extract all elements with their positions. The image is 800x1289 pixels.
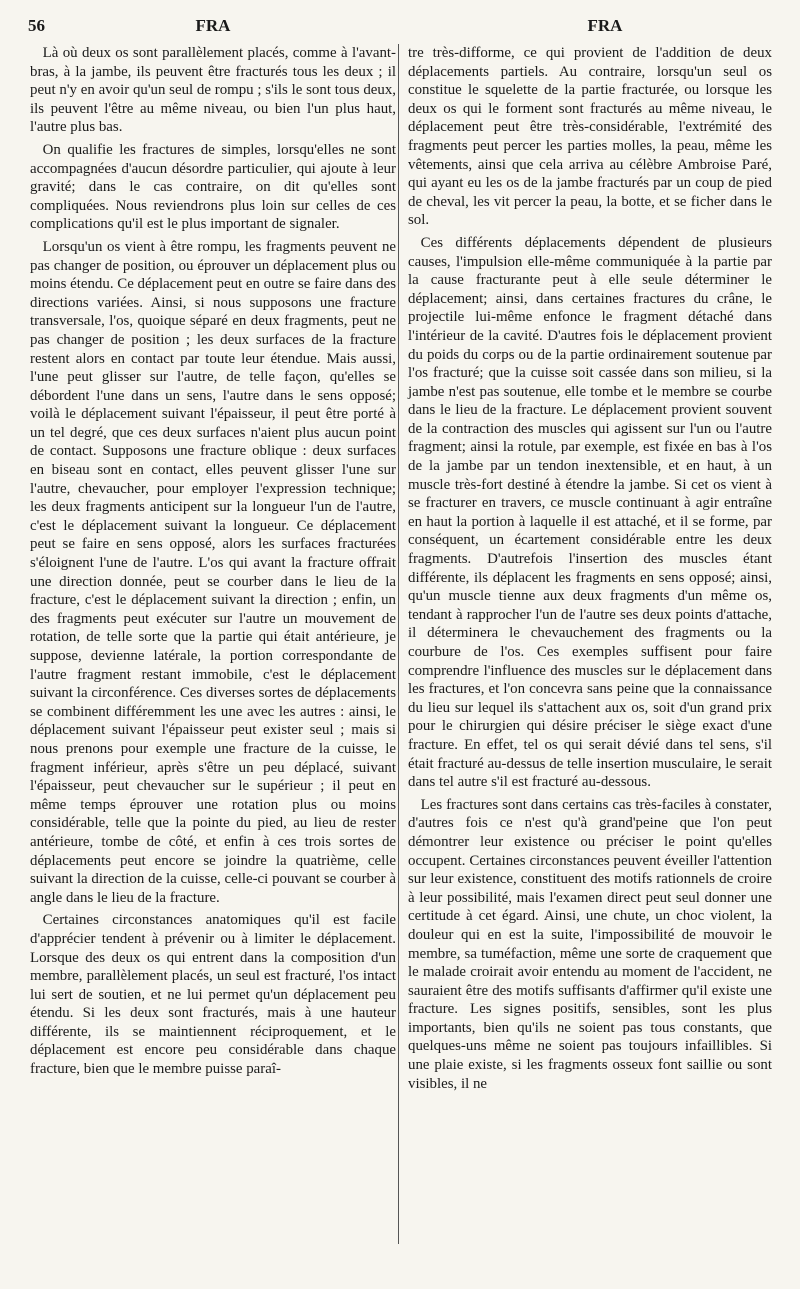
paragraph: Les fractures sont dans certains cas très-faciles à constater, d'autres fois ce n'est qu'à grand'peine que l'on peut démontrer leur existence ou préciser le point qu'elles occupent. Certaines circonstances peuvent éveiller l'attention sur leur existence, constituent des motifs rationnels de croire à leur possibilité, mais l'examen direct peut seul donner une certitude à cet égard. Ainsi, une chute, un choc violent, la douleur qui en est la suite, l'impossibilité de mouvoir le membre, sa tuméfaction, même une sorte de craquement que le malade croirait avoir entendu au moment de l'accident, ne sauraient être des motifs suffisants d'affirmer qu'il existe une fracture. Les signes positifs, sensibles, sont les plus importants, bien qu'ils ne soient pas tous constants, que quelques-uns même ne soient pas toujours infaillibles. Si une plaie existe, si les fragments osseux font saillie ou sont visibles, il ne (408, 796, 772, 1092)
paragraph: Lorsqu'un os vient à être rompu, les fragments peuvent ne pas changer de position, ou éprouver un déplacement plus ou moins étendu. Ce déplacement peut en outre se faire dans des directions variées. Ainsi, si nous supposons une fracture transversale, l'os, quoique séparé en deux fragments, peut ne pas changer de position ; les deux surfaces de la fracture restent alors en contact par toute leur étendue. Mais aussi, l'une peut glisser sur l'autre, de telle façon, qu'elles se débordent l'une dans un sens, l'autre dans le sens opposé; voilà le déplacement suivant l'épaisseur, il peut être porté à un tel degré, que ces deux surfaces n'aient plus aucun point de contact. Supposons une fracture oblique : deux surfaces en biseau sont en contact, elles peuvent glisser l'une sur l'autre, chevaucher, pour employer l'expression technique; les deux fragments anticipent sur la longueur l'un de l'autre, c'est le déplacement suivant la longueur. Ce déplacement peut se faire en sens opposé, alors les surfaces fracturées s'éloignent l'une de l'autre. L'os qui avant la fracture offrait une direction donnée, peut se courber dans le lieu de la fracture, c'est le déplacement suivant la direction ; enfin, un des fragments peut exécuter sur l'autre un mouvement de rotation, de telle sorte que la partie qui était antérieure, je suppose, devienne latérale, la portion correspondante de l'autre fragment restant immobile, c'est le déplacement suivant la circonférence. Ces diverses sortes de déplacements se combinent différemment les une avec les autres : ainsi, le déplacement suivant l'épaisseur peut exister seul ; mais si nous prenons pour exemple une fracture de la cuisse, le fragment inférieur, après s'être un peu déplacé, suivant l'épaisseur, peut chevaucher sur le supérieur ; il peut en même temps éprouver une rotation plus ou moins considérable, telle que la pointe du pied, au lieu de rester antérieure, tombe de côté, et enfin à ces trois sortes de déplacements peut encore se joindre la quatrième, celle suivant la direction de la cuisse, celle-ci pouvant se courber à angle dans le lieu de la fracture. (30, 238, 396, 906)
paragraph: Ces différents déplacements dépendent de plusieurs causes, l'impulsion elle-même communiquée à la partie par la cause fracturante peut à elle seule déterminer le déplacement; ainsi, dans certaines fractures du crâne, le projectile lui-même enfonce le fragment détaché dans l'intérieur de la cavité. D'autres fois le déplacement provient du poids du corps ou de la partie ordinairement soutenue par l'os fracturé; que la cuisse soit cassée dans son milieu, si la jambe n'est pas soutenue, elle tombe et le membre se courbe dans le lieu de la fracture. Le déplacement provient souvent de la contraction des muscles qui agissent sur l'un ou l'autre fragment; ainsi la rotule, par exemple, est fixée en bas à l'os de la jambe par un tendon inextensible, et en haut, à un muscle très-fort destiné à étendre la jambe. Si cet os vient à se fracturer en travers, ce muscle continuant à agir entraîne en haut la portion à laquelle il est attaché, et il se forme, par conséquent, un écartement considérable entre les deux fragments. D'autrefois l'insertion des muscles étant différente, ils déplacent les fragments en sens opposé; ainsi, qu'un muscle tienne aux deux fragments d'un même os, tendant à rapprocher l'un de l'autre ses deux points d'attache, il déterminera le chevauchement des fragments ou la courbure de l'os. Ces exemples suffisent pour faire comprendre l'influence des muscles sur le déplacement dans les fractures, et l'on concevra sans peine que la connaissance du lieu sur lequel ils s'attachent aux os, soit d'un grand prix pour le chirurgien qui désire préciser le siège exact d'une fracture. En effet, tel os qui serait dévié dans tel sens, s'il était fracturé au-dessus de telle insertion musculaire, le serait dans tel autre s'il est fracturé au-dessous. (408, 234, 772, 791)
paragraph: tre très-difforme, ce qui provient de l'addition de deux déplacements partiels. Au contraire, lorsqu'un seul os constitue le squelette de la partie fracturée, ou lorsque les deux os qui le forment sont fracturés au même niveau, le déplacement peut être très-considérable, l'extrémité des fragments peut percer les parties molles, la peau, même les vêtements, ainsi que cela arriva au célèbre Ambroise Paré, qui ayant eu les os de la jambe fracturés par un coup de pied de cheval, les vit percer la peau, la botte, et se ficher dans le sol. (408, 45, 772, 229)
page-number: 56 (28, 16, 45, 35)
running-head-right: FRA (587, 16, 623, 35)
right-column (408, 44, 772, 1097)
column-divider (398, 44, 399, 1244)
paragraph: On qualifie les fractures de simples, lorsqu'elles ne sont accompagnées d'aucun désordre particulier, qui ajoute à leur gravité; dans le cas contraire, on dit qu'elles sont compliquées. Nous reviendrons plus loin sur celles de ces complications qu'il est le plus important de signaler. (30, 141, 396, 233)
running-head-left: FRA (195, 16, 231, 35)
page-header (28, 16, 778, 40)
paragraph: Là où deux os sont parallèlement placés, comme à l'avant-bras, à la jambe, ils peuvent être fracturés tous les deux ; il peut n'y en avoir qu'un seul de rompu ; s'ils le sont tous deux, ils peuvent l'être au même niveau, ou bien l'un plus haut, l'autre plus bas. (30, 45, 396, 136)
left-column (30, 44, 396, 1083)
paragraph: Certaines circonstances anatomiques qu'il est facile d'apprécier tendent à prévenir ou à limiter le déplacement. Lorsque des deux os qui entrent dans la composition d'un membre, parallèlement placés, un seul est fracturé, l'os intact lui sert de soutien, et ne lui permet qu'un déplacement peu étendu. Si les deux sont fracturés, mais à une hauteur différente, ils se maintiennent réciproquement, et le déplacement est encore peu considérable dans chaque fracture, bien que le membre puisse paraî- (30, 912, 396, 1078)
